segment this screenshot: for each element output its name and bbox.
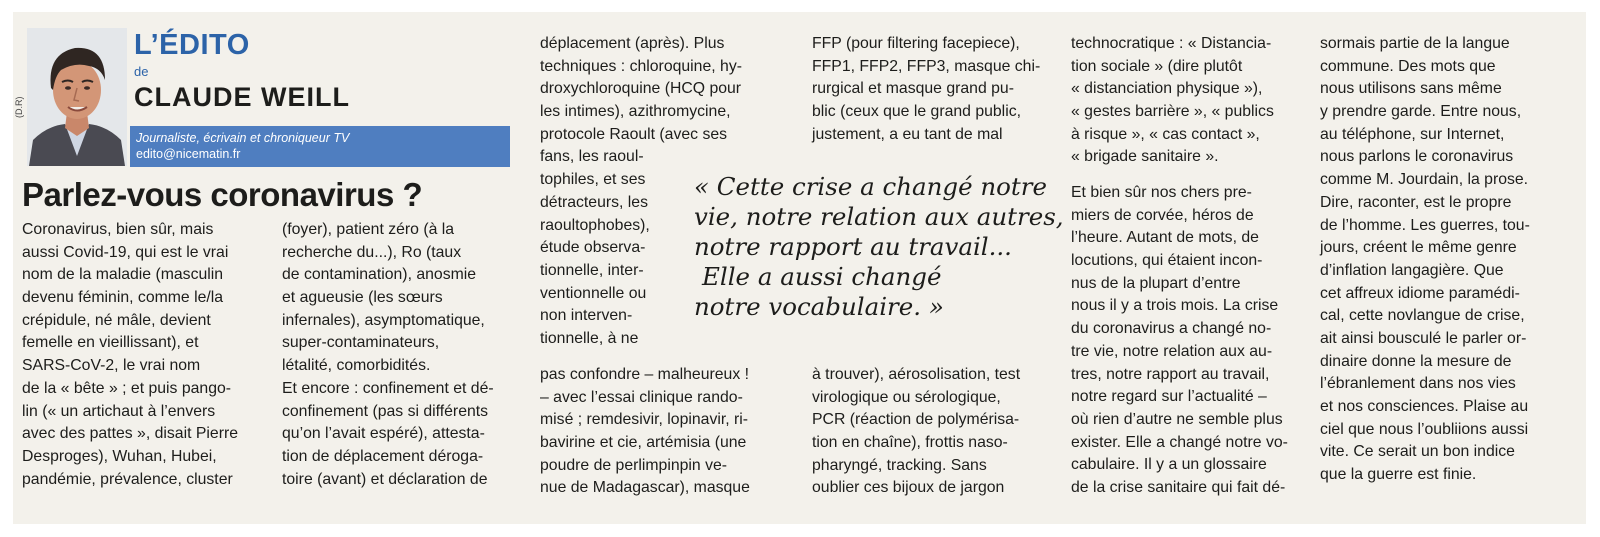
- text-line: l’heure. Autant de mots, de: [1071, 229, 1259, 247]
- text-line: « brigade sanitaire ».: [1071, 148, 1219, 166]
- column-2: [282, 219, 494, 491]
- pull-quote-line: vie, notre relation aux autres,: [694, 202, 1064, 231]
- pull-quote: [694, 172, 1094, 322]
- pull-quote-line: notre vocabulaire. »: [694, 292, 944, 321]
- text-line: protocole Raoult (avec ses: [540, 125, 728, 143]
- text-line: cabulaire. Il y a un glossaire: [1071, 456, 1267, 474]
- text-line: fans, les raoul-: [540, 148, 644, 166]
- text-line: nue de Madagascar), masque: [540, 479, 750, 497]
- pull-quote-line: Elle a aussi changé: [702, 262, 942, 291]
- text-line: crépidule, né mâle, devient: [22, 311, 211, 329]
- text-line: oublier ces bijoux de jargon: [812, 479, 1005, 497]
- text-line: à risque », « cas contact »,: [1071, 125, 1260, 143]
- text-line: non interven-: [540, 307, 633, 325]
- text-line: comme M. Jourdain, la prose.: [1320, 171, 1529, 189]
- text-line: ventionnelle ou: [540, 284, 647, 302]
- text-line: toire (avant) et déclaration de: [282, 470, 488, 488]
- text-line: tres, notre rapport au travail,: [1071, 365, 1270, 383]
- pull-quote-line: notre rapport au travail...: [694, 232, 1012, 261]
- text-line: de la « bête » ; et puis pango-: [22, 379, 232, 397]
- text-line: ciel que nous l’oubliions aussi: [1320, 420, 1529, 438]
- text-line: et agueusie (les sœurs: [282, 289, 443, 307]
- text-line: misé ; remdesivir, lopinavir, ri-: [540, 411, 749, 429]
- author-portrait: [27, 28, 127, 166]
- text-line: devenu féminin, comme le/la: [22, 289, 224, 307]
- text-line: sormais partie de la langue: [1320, 35, 1510, 52]
- text-line: SARS-CoV-2, le vrai nom: [22, 357, 201, 375]
- text-line: pharyngé, tracking. Sans: [812, 456, 987, 474]
- text-line: confinement (pas si différents: [282, 402, 489, 420]
- text-line: au téléphone, sur Internet,: [1320, 125, 1505, 143]
- text-line: blic (ceux que le grand public,: [812, 103, 1021, 121]
- text-line: létalité, comorbidités.: [282, 357, 431, 375]
- text-line: que la guerre est finie.: [1320, 466, 1477, 484]
- photo-credit: (D.R): [14, 96, 24, 118]
- text-line: techniques : chloroquine, hy-: [540, 57, 742, 75]
- text-line: d’inflation langagière. Que: [1320, 261, 1504, 279]
- text-line: Et bien sûr nos chers pre-: [1071, 184, 1252, 201]
- text-line: vite. Ce serait un bon indice: [1320, 443, 1515, 461]
- text-line: ait ainsi bousculé le parler or-: [1320, 329, 1527, 347]
- text-line: nous il y a trois mois. La crise: [1071, 297, 1279, 315]
- text-line: exister. Elle a changé notre vo-: [1071, 433, 1288, 451]
- text-line: droxychloroquine (HCQ pour: [540, 80, 742, 98]
- column-4-bottom: [812, 364, 1020, 500]
- column-1: [22, 219, 238, 491]
- author-bio-bar: [130, 126, 510, 167]
- text-line: Dire, raconter, est le propre: [1320, 193, 1512, 211]
- text-line: avec des pattes », disait Pierre: [22, 425, 239, 443]
- text-line: nous utilisons sans même: [1320, 80, 1502, 98]
- author-portrait-illustration: [27, 28, 127, 166]
- text-line: y prendre garde. Entre nous,: [1320, 103, 1522, 121]
- author-email[interactable]: edito@nicematin.fr: [136, 147, 241, 161]
- text-line: à trouver), aérosolisation, test: [812, 366, 1021, 383]
- headline: Parlez-vous coronavirus ?: [22, 176, 423, 213]
- text-line: qu’on l’avait espéré), attesta-: [282, 425, 485, 443]
- text-line: locutions, qui étaient incon-: [1071, 252, 1263, 270]
- text-line: lin (« un artichaut à l’envers: [22, 402, 216, 420]
- text-line: PCR (réaction de polymérisa-: [812, 411, 1020, 429]
- text-line: où rien d’autre ne semble plus: [1071, 410, 1283, 428]
- text-line: super-contaminateurs,: [282, 334, 440, 352]
- byline-prefix: de: [134, 64, 149, 79]
- text-line: raoultophobes),: [540, 216, 650, 234]
- text-line: nus de la plupart d’entre: [1071, 274, 1241, 292]
- text-line: notre regard sur l’actualité –: [1071, 388, 1267, 406]
- text-line: (foyer), patient zéro (à la: [282, 221, 455, 238]
- text-line: pas confondre – malheureux !: [540, 366, 750, 383]
- column-4-top: [812, 33, 1040, 146]
- column-5-top: [1071, 33, 1274, 169]
- text-line: cet affreux idiome paramédi-: [1320, 284, 1520, 302]
- text-line: l’ébranlement dans nos vies: [1320, 375, 1516, 393]
- text-line: nom de la maladie (masculin: [22, 266, 224, 284]
- text-line: bavirine et cie, artémisia (une: [540, 434, 747, 452]
- text-line: technocratique : « Distancia-: [1071, 35, 1272, 52]
- text-line: tion de déplacement déroga-: [282, 447, 484, 465]
- text-line: tre vie, notre relation aux au-: [1071, 342, 1273, 360]
- text-line: « distanciation physique »),: [1071, 80, 1263, 98]
- column-3-bottom: [540, 364, 750, 500]
- text-line: de la crise sanitaire qui fait dé-: [1071, 478, 1286, 496]
- text-line: les intimes), azithromycine,: [540, 103, 731, 121]
- text-line: nous parlons le coronavirus: [1320, 148, 1514, 166]
- text-line: tion sociale » (dire plutôt: [1071, 57, 1243, 75]
- text-line: aussi Covid-19, qui est le vrai: [22, 243, 229, 261]
- text-line: cal, cette novlangue de crise,: [1320, 307, 1525, 325]
- author-role: Journaliste, écrivain et chroniqueur TV: [136, 131, 350, 145]
- text-line: – avec l’essai clinique rando-: [540, 388, 743, 406]
- text-line: FFP (pour filtering facepiece),: [812, 35, 1020, 52]
- text-line: de contamination), anosmie: [282, 266, 477, 284]
- column-5-bottom: [1071, 182, 1288, 500]
- text-line: justement, a eu tant de mal: [812, 125, 1003, 143]
- text-line: rurgical et masque grand pu-: [812, 80, 1014, 98]
- text-line: tophiles, et ses: [540, 171, 646, 189]
- text-line: femelle en vieillissant), et: [22, 334, 199, 352]
- text-line: commune. Des mots que: [1320, 57, 1496, 75]
- text-line: étude observa-: [540, 239, 646, 257]
- text-line: recherche du...), Ro (taux: [282, 243, 462, 261]
- text-line: tion en chaîne), frottis naso-: [812, 434, 1008, 452]
- text-line: tionnelle, inter-: [540, 261, 644, 279]
- text-line: Coronavirus, bien sûr, mais: [22, 221, 214, 238]
- column-6: [1320, 33, 1530, 487]
- author-name: CLAUDE WEILL: [134, 82, 350, 112]
- section-title: L’ÉDITO: [134, 29, 250, 61]
- text-line: « gestes barrière », « publics: [1071, 103, 1274, 121]
- text-line: FFP1, FFP2, FFP3, masque chi-: [812, 57, 1041, 75]
- text-line: détracteurs, les: [540, 193, 648, 211]
- text-line: poudre de perlimpinpin ve-: [540, 456, 728, 474]
- text-line: et nos consciences. Plaise au: [1320, 398, 1529, 415]
- text-line: déplacement (après). Plus: [540, 35, 725, 52]
- text-line: Desproges), Wuhan, Hubei,: [22, 447, 217, 465]
- text-line: de l’homme. Les guerres, tou-: [1320, 216, 1530, 234]
- text-line: tionnelle, à ne: [540, 329, 639, 347]
- pull-quote-line: « Cette crise a changé notre: [694, 172, 1047, 201]
- text-line: infernales), asymptomatique,: [282, 311, 485, 329]
- text-line: jours, créent le même genre: [1320, 239, 1517, 257]
- text-line: virologique ou sérologique,: [812, 388, 1001, 406]
- text-line: pandémie, prévalence, cluster: [22, 470, 233, 488]
- text-line: miers de corvée, héros de: [1071, 206, 1254, 224]
- text-line: dinaire donne la mesure de: [1320, 352, 1512, 370]
- text-line: Et encore : confinement et dé-: [282, 379, 494, 397]
- text-line: du coronavirus a changé no-: [1071, 320, 1272, 338]
